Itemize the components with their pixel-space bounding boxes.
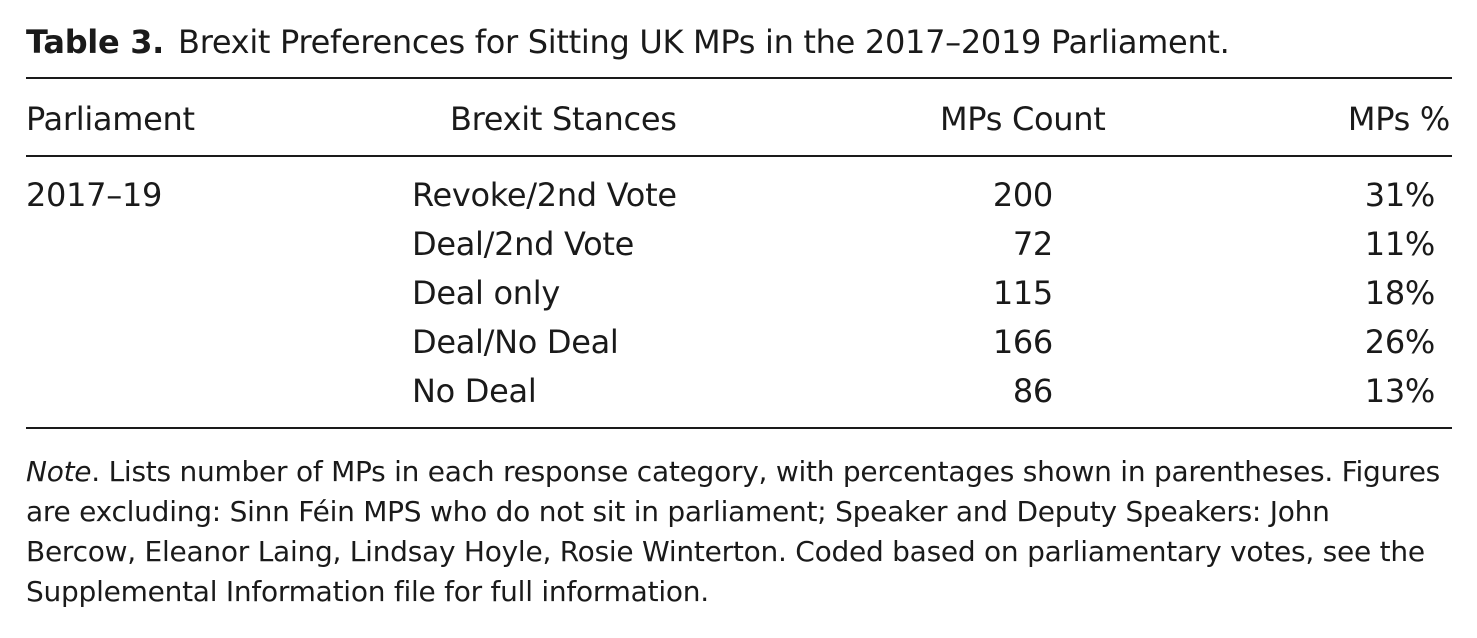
note-line: Supplemental Information file for full information. [26, 575, 709, 608]
note-text: . Lists number of MPs in each response category, with percentages shown in parentheses. Figures [91, 455, 1441, 488]
header-rule [26, 155, 1452, 157]
count-cell: 166 [992, 323, 1053, 361]
percent-cell: 31% [1364, 176, 1435, 214]
header-parliament: Parliament [26, 100, 195, 138]
count-cell: 115 [992, 274, 1053, 312]
table-note [26, 452, 1456, 612]
stance-cell: Deal only [412, 274, 560, 312]
count-cell: 200 [992, 176, 1053, 214]
header-mps-count: MPs Count [940, 100, 1106, 138]
top-rule [26, 77, 1452, 79]
count-cell: 86 [1012, 372, 1053, 410]
note-line: Bercow, Eleanor Laing, Lindsay Hoyle, Rosie Winterton. Coded based on parliamentary votes, see the [26, 535, 1425, 568]
table-title: Brexit Preferences for Sitting UK MPs in the 2017–2019 Parliament. [178, 23, 1230, 61]
note-line [26, 452, 1456, 492]
header-brexit-stances: Brexit Stances [450, 100, 677, 138]
percent-cell: 13% [1364, 372, 1435, 410]
percent-cell: 18% [1364, 274, 1435, 312]
note-label: Note [26, 455, 92, 488]
percent-cell: 11% [1364, 225, 1435, 263]
bottom-rule [26, 427, 1452, 429]
percent-cell: 26% [1364, 323, 1435, 361]
stance-cell: Deal/No Deal [412, 323, 619, 361]
stance-cell: Deal/2nd Vote [412, 225, 635, 263]
count-cell: 72 [1012, 225, 1053, 263]
stance-cell: No Deal [412, 372, 537, 410]
table-caption [26, 22, 1230, 62]
table-label: Table 3. [26, 23, 165, 61]
note-line: are excluding: Sinn Féin MPS who do not sit in parliament; Speaker and Deputy Speakers: John [26, 495, 1330, 528]
parliament-cell: 2017–19 [26, 176, 163, 214]
header-mps-percent: MPs % [1347, 100, 1450, 138]
stance-cell: Revoke/2nd Vote [412, 176, 677, 214]
